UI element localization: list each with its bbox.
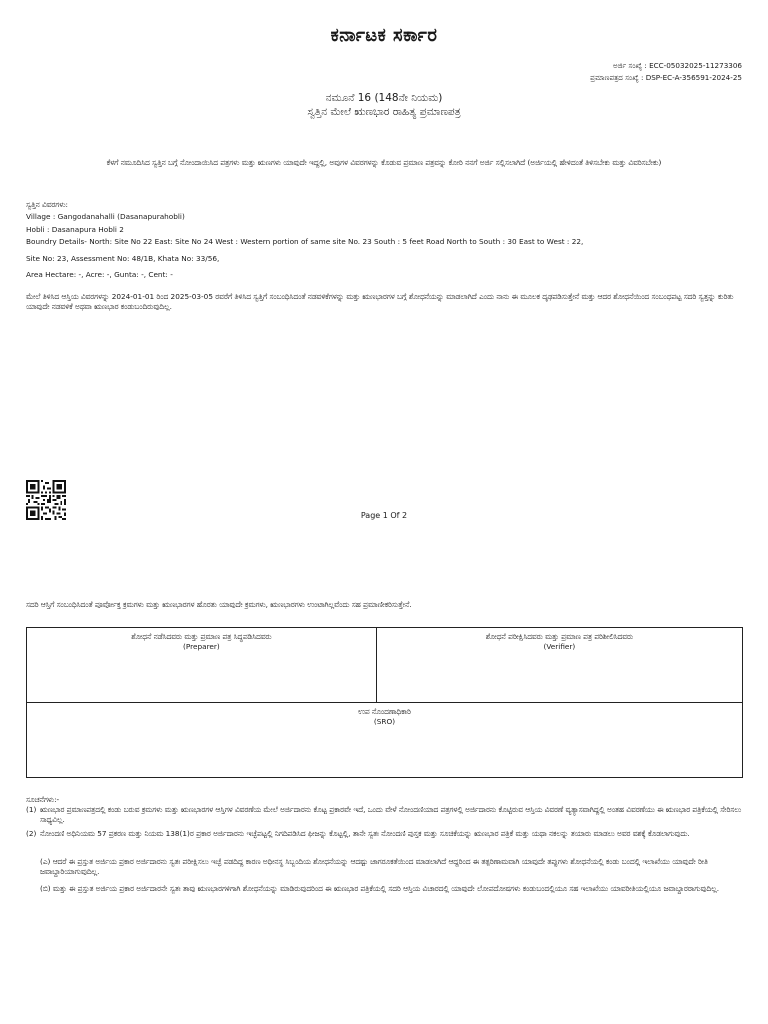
property-village: Village : Gangodanahalli (Dasanapurahobli) <box>26 212 185 222</box>
sro-label-kannada: ಉಪ ನೊಂದಣಾಧಿಕಾರಿ <box>358 707 411 716</box>
note-2a <box>40 857 742 877</box>
verifier-cell <box>376 628 742 703</box>
note-2 <box>26 829 742 839</box>
property-site: Site No: 23, Assessment No: 48/1B, Khata No: 33/56, <box>26 253 220 263</box>
property-area: Area Hectare: -, Acre: -, Gunta: -, Cent: - <box>26 270 173 280</box>
note-1 <box>26 805 742 825</box>
certificate-number: ಪ್ರಮಾಣಪತ್ರದ ಸಂಖ್ಯೆ : DSP-EC-A-356591-2024-25 <box>590 73 742 82</box>
declaration-paragraph: ಮೇಲೆ ತಿಳಿಸಿದ ಆಸ್ತಿಯ ವಿವರಗಳನ್ನು 2024-01-01 ರಿಂದ 2025-03-05 ರವರೆಗೆ ತಿಳಿಸಿದ ಸ್ವತ್ತಿಗೆ ಸಂಬಂಧಿಸಿದಂತೆ ನಡವಳಿಕೆಗಳನ್ನು ಮತ್ತು ಋಣಭಾರಗಳ ಬಗ್ಗೆ ಶೋಧನೆಯನ್ನು ಮಾಡಲಾಗಿದೆ ಎಂದು ನಾನು ಈ ಮೂಲಕ ದೃಢಪಡಿಸುತ್ತೇನೆ ಮತ್ತು ಆದರ ಶೋಧನೆಯಿಂದ ಸಂಬಂಧಪಟ್ಟ ಸದರಿ ಸ್ವತ್ತನ್ನು ಕುರಿತು ಯಾವುದೇ ನಡವಳಿಕೆ ಅಥವಾ ಋಣಭಾರ ಕಂಡುಬಂದಿರುವುದಿಲ್ಲ. <box>26 292 734 311</box>
certification-statement: ಸದರಿ ಆಸ್ತಿಗೆ ಸಂಬಂಧಿಸಿದಂತೆ ಪೂರ್ವೋಕ್ತ ಕ್ರಮಗಳು ಮತ್ತು ಋಣಭಾರಗಳ ಹೊರತು ಯಾವುದೇ ಕ್ರಮಗಳು, ಋಣಭಾರಗಳು ಉಂಟಾಗಿಲ್ಲವೆಂದು ಸಹ ಪ್ರಮಾಣೀಕರಿಸುತ್ತೇನೆ. <box>26 600 412 609</box>
property-hobli: Hobli : Dasanapura Hobli 2 <box>26 224 124 234</box>
notes-heading: ಸೂಚನೆಗಳು:- <box>26 795 60 804</box>
form-number: ನಮೂನೆ 16 (148ನೇ ನಿಯಮ) <box>325 92 443 104</box>
note-1-number: (1) <box>26 805 37 814</box>
property-boundary: Boundry Details- North: Site No 22 East: Site No 24 West : Western portion of same site No. 23 South : 5 feet Road North to South : 30 East to West : 22, <box>26 237 584 247</box>
preparer-cell <box>27 628 377 703</box>
note-2-number: (2) <box>26 829 37 838</box>
preparer-label: (Preparer) <box>183 641 220 651</box>
preparer-label-kannada: ಶೋಧನೆ ನಡೆಸಿದವರು ಮತ್ತು ಪ್ರಮಾಣ ಪತ್ರ ಸಿದ್ಧಪಡಿಸಿದವರು <box>131 632 272 641</box>
application-number: ಅರ್ಜಿ ಸಂಖ್ಯೆ : ECC-05032025-11273306 <box>612 61 742 70</box>
note-2-text: ನೋಂದಣಿ ಅಧಿನಿಯಮ 57 ಪ್ರಕರಣ ಮತ್ತು ನಿಯಮ 138(1)ರ ಪ್ರಕಾರ ಅರ್ಜಿದಾರನು ಇಚ್ಛೆಪಟ್ಟಲ್ಲಿ ನಿಗದಿಪಡಿಸಿದ ಫೀಜನ್ನು ಕೊಟ್ಟಲ್ಲಿ, ತಾನೇ ಸ್ವತಃ ನೋಂದಣಿ ಪುಸ್ತಕ ಮತ್ತು ಸೂಚಿಕೆಯನ್ನು ಋಣಭಾರ ಪತ್ರಿಕೆ ಮತ್ತು ಯಥಾ ನಕಲನ್ನು ತಯಾರು ಮಾಡಲು ಅವರ ವಶಕ್ಕೆ ಕೊಡಲಾಗುವುದು. <box>40 829 690 838</box>
form-title: ಸ್ವತ್ತಿನ ಮೇಲೆ ಋಣಭಾರ ರಾಹಿತ್ಯ ಪ್ರಮಾಣಪತ್ರ <box>307 106 461 118</box>
note-2a-text: (ಎ) ಆದರೆ ಈ ಪ್ರಸ್ತುತ ಅರ್ಜಿಯ ಪ್ರಕಾರ ಅರ್ಜಿದಾರನು ಸ್ವತಃ ಪರೀಕ್ಷಿಸಲು ಇಚ್ಛೆ ಪಡದಿದ್ದ ಕಾರಣ ಅಧೀನಸ್ಥ ಸಿಬ್ಬಂದಿಯ ಶೋಧನೆಯನ್ನು ಆದಷ್ಟು ಜಾಗರೂಕತೆಯಿಂದ ಮಾಡಲಾಗಿದೆ ಆದ್ದರಿಂದ ಈ ತತ್ಪರಿಣಾಮವಾಗಿ ಯಾವುದೇ ತಪ್ಪುಗಳು ಶೋಧನೆಯಲ್ಲಿ ಕಂಡು ಬಂದಲ್ಲಿ ಇಲಾಖೆಯು ಯಾವುದೇ ರೀತಿ ಜವಾಬ್ದಾರಿಯಾಗುವುದಿಲ್ಲ. <box>40 857 708 876</box>
signature-table <box>26 627 743 778</box>
intro-paragraph: ಕೆಳಗೆ ನಮೂದಿಸಿದ ಸ್ವತ್ತಿನ ಬಗ್ಗೆ ನೋಂದಾಯಿಸಿದ ಪತ್ರಗಳು ಮತ್ತು ಋಣಗಳು ಯಾವುದೇ ಇದ್ದಲ್ಲಿ, ಅವುಗಳ ವಿವರಗಳನ್ನು ಕೊಡುವ ಪ್ರಮಾಣ ಪತ್ರವನ್ನು ಕೋರಿ ನನಗೆ ಅರ್ಜಿ ಸಲ್ಲಿಸಲಾಗಿದೆ (ಅರ್ಜಿಯಲ್ಲಿ ಹೇಳಿದಂತೆ ತಿಳಿಸಬೇಕು ಮತ್ತು ವಿವರಿಸಬೇಕು) <box>106 158 662 167</box>
document-title: ಕರ್ನಾಟಕ ಸರ್ಕಾರ <box>330 25 438 46</box>
verifier-label-kannada: ಶೋಧನೆ ಪರೀಕ್ಷಿಸಿದವರು ಮತ್ತು ಪ್ರಮಾಣ ಪತ್ರ ಪರಿಶೀಲಿಸಿದವರು <box>485 632 634 641</box>
property-details <box>26 199 742 281</box>
page-number: Page 1 Of 2 <box>360 511 408 520</box>
note-2b-text: (ಬಿ) ಮತ್ತು ಈ ಪ್ರಸ್ತುತ ಅರ್ಜಿಯ ಪ್ರಕಾರ ಅರ್ಜಿದಾರನೇ ಸ್ವತಃ ತಾವು ಋಣಭಾರಗಳಿಗಾಗಿ ಶೋಧನೆಯನ್ನು ಮಾಡಿರುವುದರಿಂದ ಈ ಋಣಭಾರ ಪತ್ರಿಕೆಯಲ್ಲಿ ಸದರಿ ಆಸ್ತಿಯ ವಿಚಾರದಲ್ಲಿ ಯಾವುದೇ ಲೋಪದೋಷಗಳು ಕಂಡುಬಂದಲ್ಲಿಯೂ ಸಹ ಇಲಾಖೆಯು ಯಾವರೀತಿಯಲ್ಲಿಯೂ ಜವಾಬ್ದಾರರಾಗುವುದಿಲ್ಲ. <box>40 884 720 893</box>
verifier-label: (Verifier) <box>543 641 576 651</box>
form-heading <box>0 91 768 119</box>
note-2b <box>40 884 742 894</box>
sro-label: (SRO) <box>373 716 396 726</box>
sro-cell <box>27 703 743 778</box>
property-heading: ಸ್ವತ್ತಿನ ವಿವರಗಳು: <box>26 200 68 209</box>
reference-numbers <box>590 60 742 84</box>
note-1-text: ಋಣಭಾರ ಪ್ರಮಾಣಪತ್ರದಲ್ಲಿ ಕಂಡು ಬರುವ ಕ್ರಮಗಳು ಮತ್ತು ಋಣಭಾರಗಳ ಆಸ್ತಿಗಳ ವಿವರಣೆಯ ಮೇಲೆ ಅರ್ಜಿದಾರನು ಕೊಟ್ಟ ಪ್ರಕಾರವೇ ಇದೆ, ಒಂದು ವೇಳೆ ನೋಂದಣಿಯಾದ ಪತ್ರಗಳಲ್ಲಿ ಅರ್ಜಿದಾರನು ಕೊಟ್ಟಿರುವ ಆಸ್ತಿಯ ವಿವರಣೆ ವ್ಯತ್ಯಾಸವಾಗಿದ್ದಲ್ಲಿ ಅಂತಹ ವಿವರಣೆಯು ಈ ಋಣಭಾರ ಪತ್ರಿಕೆಯಲ್ಲಿ ಸೇರಿಸಲು ಸಾಧ್ಯವಿಲ್ಲ. <box>40 805 742 824</box>
